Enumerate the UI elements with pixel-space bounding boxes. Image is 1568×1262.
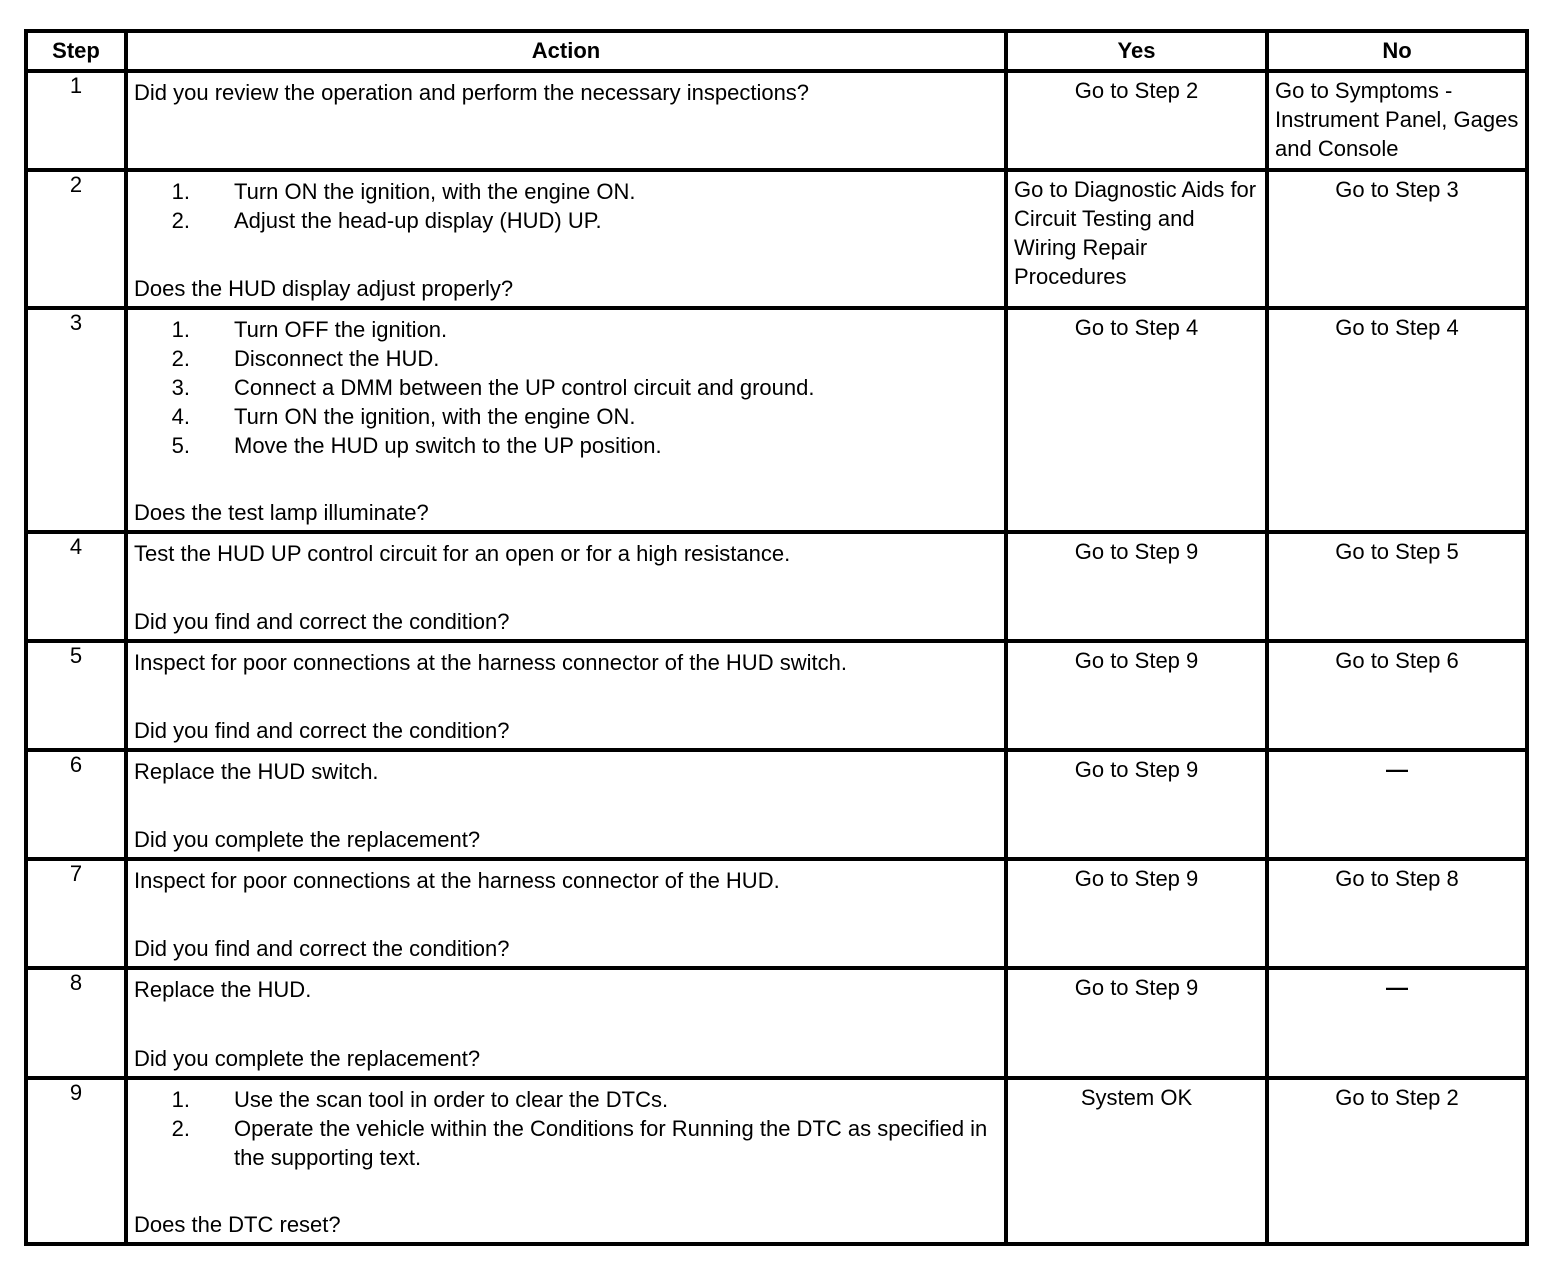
action-question: Did you find and correct the condition? [134, 936, 510, 961]
yes-result: Go to Step 9 [1006, 968, 1267, 1078]
action-steps [134, 315, 999, 460]
action-cell [126, 532, 1006, 641]
action-cell [126, 71, 1006, 170]
table-row [26, 532, 1527, 641]
no-result: Go to Step 4 [1267, 308, 1527, 532]
step-number: 1 [26, 71, 126, 170]
list-item: 2. Disconnect the HUD. [171, 346, 440, 371]
step-number: 4 [26, 532, 126, 641]
action-cell [126, 1078, 1006, 1244]
yes-result: Go to Step 9 [1006, 641, 1267, 750]
yes-result: Go to Step 4 [1006, 308, 1267, 532]
no-result [1267, 968, 1527, 1078]
dash: — [1386, 757, 1408, 782]
action-question: Did you find and correct the condition? [134, 718, 510, 743]
table-row [26, 1078, 1527, 1244]
step-number: 2 [26, 170, 126, 308]
step-number: 3 [26, 308, 126, 532]
no-result: Go to Step 2 [1267, 1078, 1527, 1244]
header-row [26, 31, 1527, 71]
header-no: No [1267, 31, 1527, 71]
step-number: 5 [26, 641, 126, 750]
list-item: 5. Move the HUD up switch to the UP position. [171, 433, 662, 458]
table-row [26, 968, 1527, 1078]
yes-result: System OK [1006, 1078, 1267, 1244]
action-question: Did you complete the replacement? [134, 827, 481, 852]
table-row [26, 71, 1527, 170]
list-item: 2. Operate the vehicle within the Conditions for Running the DTC as specified in the supporting text. [171, 1116, 988, 1170]
yes-result: Go to Step 2 [1006, 71, 1267, 170]
no-result: Go to Step 6 [1267, 641, 1527, 750]
table-row [26, 308, 1527, 532]
list-item: 4. Turn ON the ignition, with the engine ON. [171, 404, 636, 429]
no-result [1267, 750, 1527, 859]
action-cell [126, 308, 1006, 532]
action-text: Test the HUD UP control circuit for an open or for a high resistance. [134, 541, 791, 566]
list-item: 1. Use the scan tool in order to clear the DTCs. [171, 1087, 669, 1112]
action-question: Does the DTC reset? [134, 1212, 341, 1237]
action-question: Did you find and correct the condition? [134, 609, 510, 634]
no-result: Go to Step 8 [1267, 859, 1527, 968]
action-cell [126, 641, 1006, 750]
action-question: Does the HUD display adjust properly? [134, 276, 514, 301]
no-result: Go to Step 3 [1267, 170, 1527, 308]
action-text: Replace the HUD. [134, 977, 312, 1002]
step-number: 7 [26, 859, 126, 968]
action-question: Does the test lamp illuminate? [134, 500, 429, 525]
step-number: 9 [26, 1078, 126, 1244]
list-item: 1. Turn OFF the ignition. [171, 317, 448, 342]
action-cell [126, 750, 1006, 859]
table-row [26, 750, 1527, 859]
list-item: 2. Adjust the head-up display (HUD) UP. [171, 208, 602, 233]
action-cell [126, 968, 1006, 1078]
table-row [26, 170, 1527, 308]
action-text: Inspect for poor connections at the harness connector of the HUD. [134, 868, 780, 893]
yes-result: Go to Step 9 [1006, 750, 1267, 859]
dash: — [1386, 975, 1408, 1000]
table-row [26, 641, 1527, 750]
step-number: 8 [26, 968, 126, 1078]
header-action: Action [126, 31, 1006, 71]
action-steps [134, 177, 999, 235]
no-result: Go to Symptoms - Instrument Panel, Gages and Console [1267, 71, 1527, 170]
list-item: 1. Turn ON the ignition, with the engine ON. [171, 179, 636, 204]
no-result: Go to Step 5 [1267, 532, 1527, 641]
action-text: Replace the HUD switch. [134, 759, 379, 784]
action-steps [134, 1085, 999, 1172]
yes-result: Go to Step 9 [1006, 532, 1267, 641]
action-text: Did you review the operation and perform the necessary inspections? [134, 80, 810, 105]
action-text: Inspect for poor connections at the harness connector of the HUD switch. [134, 650, 847, 675]
action-cell [126, 859, 1006, 968]
step-number: 6 [26, 750, 126, 859]
diagnostic-table [24, 29, 1529, 1246]
yes-result: Go to Step 9 [1006, 859, 1267, 968]
yes-result: Go to Diagnostic Aids for Circuit Testing and Wiring Repair Procedures [1006, 170, 1267, 308]
action-cell [126, 170, 1006, 308]
header-step: Step [26, 31, 126, 71]
action-question: Did you complete the replacement? [134, 1046, 481, 1071]
table-row [26, 859, 1527, 968]
list-item: 3. Connect a DMM between the UP control circuit and ground. [171, 375, 815, 400]
header-yes: Yes [1006, 31, 1267, 71]
